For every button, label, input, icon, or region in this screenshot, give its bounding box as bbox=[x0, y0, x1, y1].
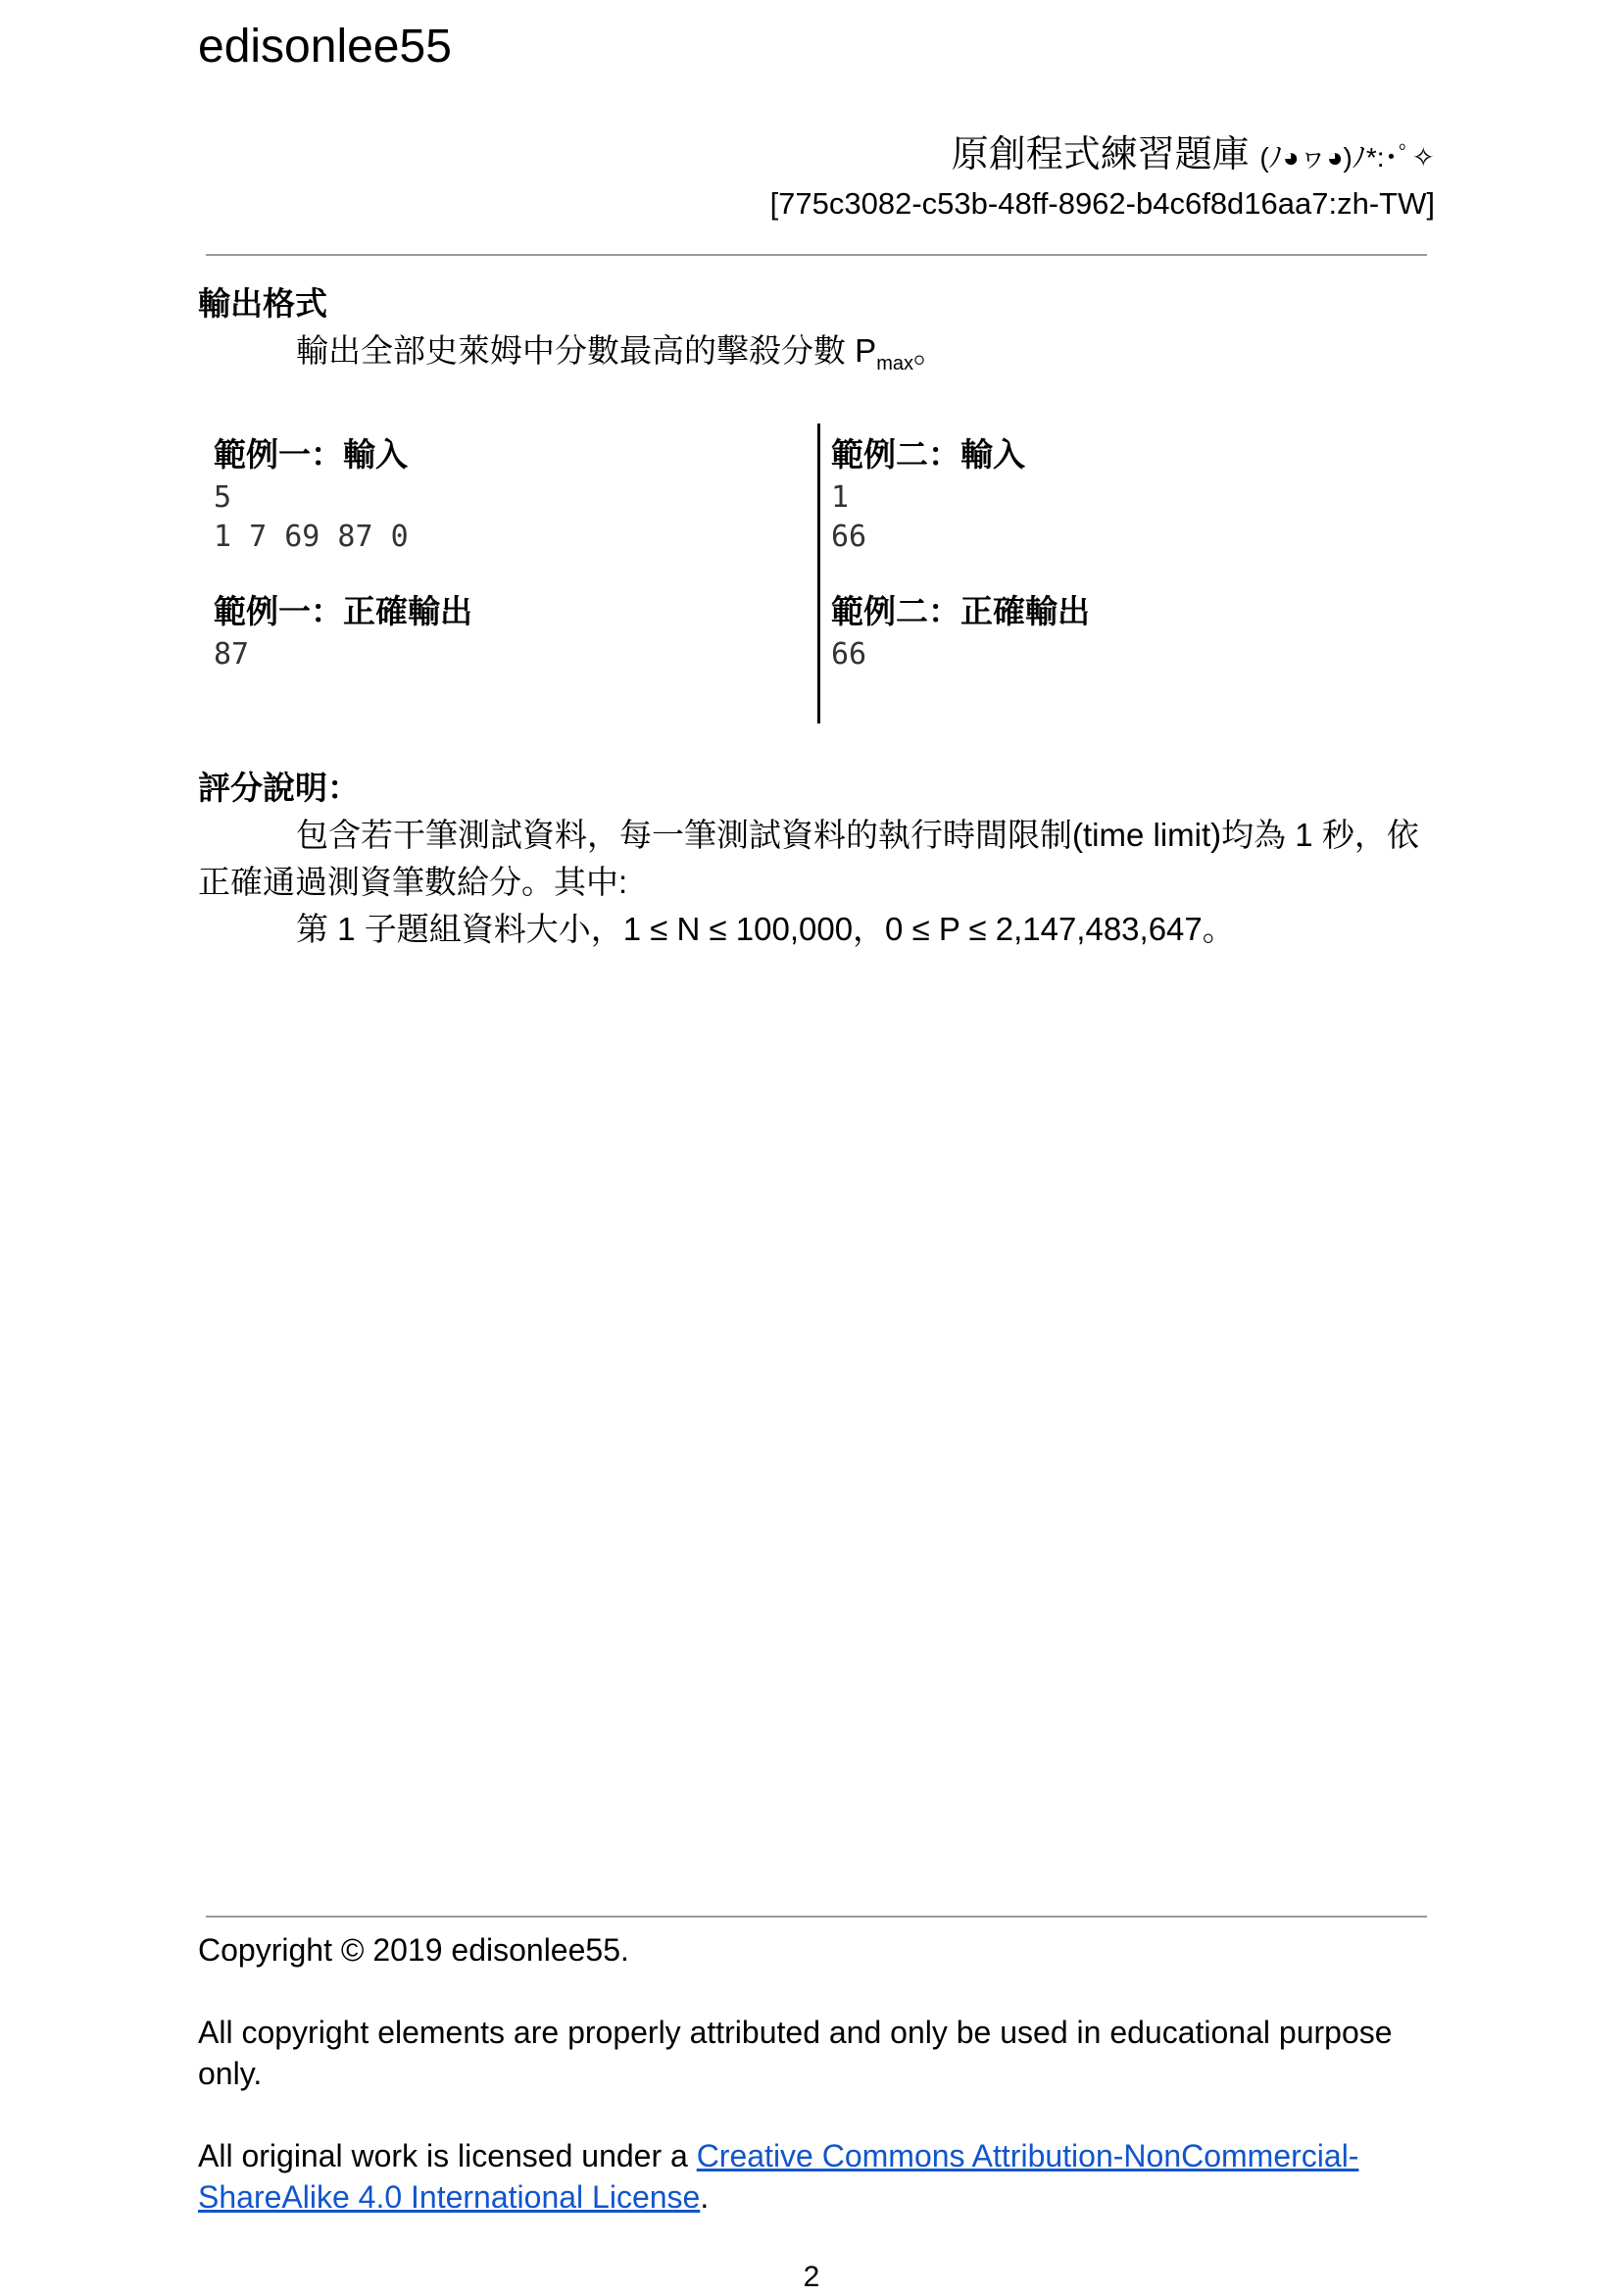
output-format-heading: 輸出格式 bbox=[198, 285, 327, 322]
sample-one-input-line-2: 1 7 69 87 0 bbox=[214, 520, 409, 554]
sample-two-input-line-2: 66 bbox=[831, 520, 867, 554]
sample-one-output-line-1: 87 bbox=[214, 637, 250, 672]
problem-id: [775c3082-c53b-48ff-8962-b4c6f8d16aa7:zh-TW] bbox=[769, 186, 1435, 221]
sample-divider bbox=[817, 424, 820, 724]
output-format-subscript: max bbox=[876, 353, 913, 374]
output-format-punct: 。 bbox=[912, 332, 946, 369]
sample-two-output-line-1: 66 bbox=[831, 637, 867, 672]
header-divider bbox=[206, 254, 1427, 256]
kaomoji: (ﾉ◕ヮ◕)ﾉ*:･ﾟ✧ bbox=[1259, 142, 1435, 173]
scoring-paragraph: 包含若干筆測試資料，每一筆測試資料的執行時間限制(time limit)均為 1 秒，依正確通過測資筆數給分。其中: bbox=[198, 817, 1419, 900]
sample-one-input-line-1: 5 bbox=[214, 480, 232, 515]
author-name: edisonlee55 bbox=[198, 21, 452, 73]
copyright-line: Copyright © 2019 edisonlee55. bbox=[198, 1932, 629, 1968]
footer-divider bbox=[206, 1916, 1427, 1918]
scoring-heading: 評分說明： bbox=[198, 770, 360, 806]
output-format-body: 輸出全部史萊姆中分數最高的擊殺分數 P bbox=[296, 332, 877, 369]
sample-two-input-label: 範例二：輸入 bbox=[831, 436, 1025, 473]
sample-one-input-label: 範例一：輸入 bbox=[214, 436, 408, 473]
license-suffix: . bbox=[700, 2179, 710, 2215]
license-statement bbox=[198, 2135, 1433, 2218]
license-link[interactable]: Creative Commons Attribution-NonCommercial-ShareAlike 4.0 International License bbox=[198, 2138, 1359, 2215]
license-prefix: All original work is licensed under a bbox=[198, 2138, 697, 2173]
course-title bbox=[952, 131, 1435, 181]
course-title-text: 原創程式練習題庫 bbox=[951, 134, 1250, 175]
sample-one-output-label: 範例一：正確輸出 bbox=[214, 593, 472, 629]
scoring-subtask: 第 1 子題組資料大小，1 ≤ N ≤ 100,000，0 ≤ P ≤ 2,147,483,647。 bbox=[296, 911, 1235, 947]
sample-two-output-label: 範例二：正確輸出 bbox=[831, 593, 1090, 629]
output-format-text bbox=[198, 327, 1433, 387]
usage-notice: All copyright elements are properly attributed and only be used in educational purpose only. bbox=[198, 2015, 1393, 2091]
page-number: 2 bbox=[803, 2261, 820, 2293]
sample-two-input-line-1: 1 bbox=[831, 480, 850, 515]
